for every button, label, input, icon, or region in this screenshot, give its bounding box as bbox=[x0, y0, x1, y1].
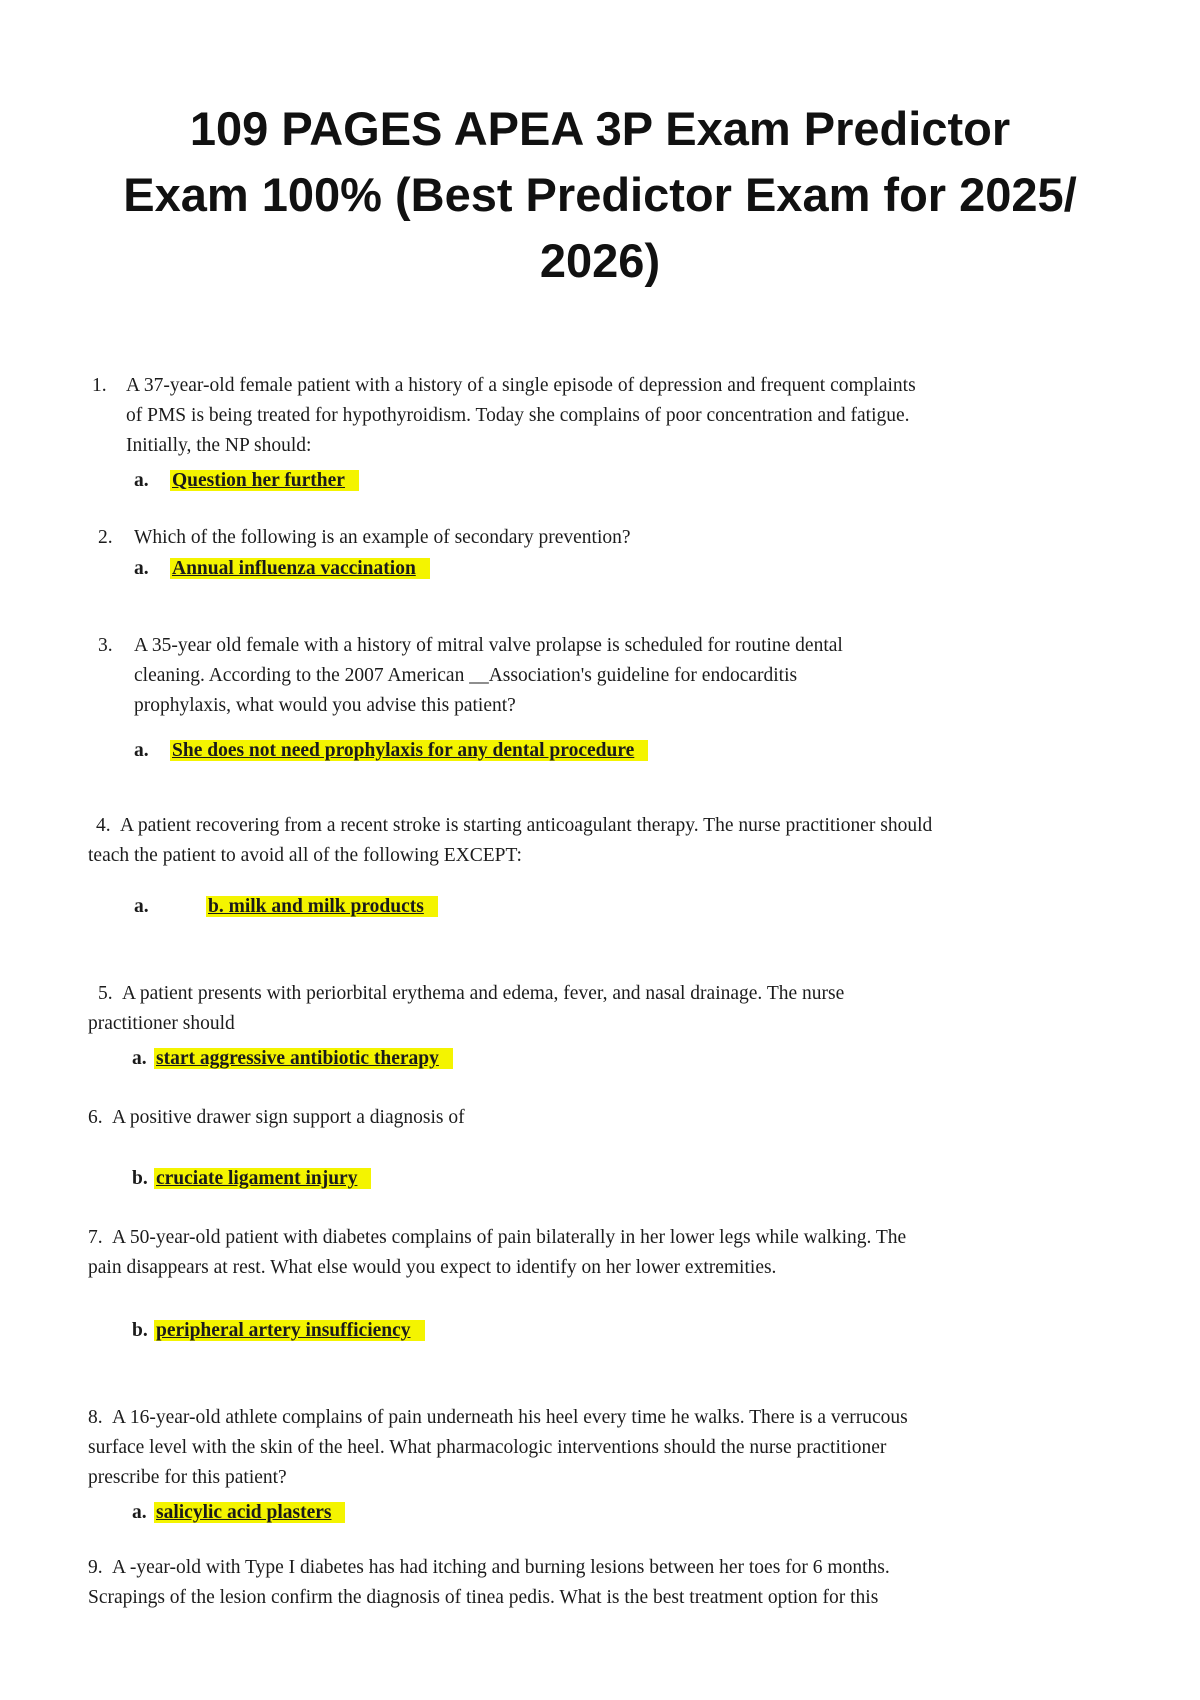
question-line: A 37-year-old female patient with a history of a single episode of depression and frequent complaints bbox=[126, 375, 916, 396]
answer-3 bbox=[134, 737, 648, 765]
question-6 bbox=[88, 1103, 1118, 1133]
question-1-line-2: of PMS is being treated for hypothyroidism. Today she complains of poor concentration and fatigue. bbox=[126, 405, 910, 426]
answer-7 bbox=[132, 1317, 425, 1345]
question-2 bbox=[98, 523, 1098, 553]
question-line: A patient presents with periorbital erythema and edema, fever, and nasal drainage. The nurse bbox=[122, 983, 845, 1004]
highlighted-answer: peripheral artery insufficiency bbox=[154, 1320, 425, 1341]
question-line: A 16-year-old athlete complains of pain underneath his heel every time he walks. There is a verrucous bbox=[112, 1407, 908, 1428]
answer-letter: a. bbox=[134, 558, 149, 579]
question-line: A patient recovering from a recent stroke is starting anticoagulant therapy. The nurse practitioner should bbox=[120, 815, 933, 836]
question-8-line-3: prescribe for this patient? bbox=[88, 1467, 287, 1488]
highlighted-answer: cruciate ligament injury bbox=[154, 1168, 371, 1189]
answer-letter: a. bbox=[134, 896, 149, 917]
highlighted-answer: salicylic acid plasters bbox=[154, 1502, 345, 1523]
question-8 bbox=[88, 1403, 1138, 1433]
question-line: A 50-year-old patient with diabetes complains of pain bilaterally in her lower legs while walking. The bbox=[112, 1227, 907, 1248]
answer-5 bbox=[132, 1045, 453, 1073]
question-number: 2. bbox=[98, 527, 113, 548]
highlighted-answer: Question her further bbox=[170, 470, 359, 491]
highlighted-answer: b. milk and milk products bbox=[206, 896, 438, 917]
answer-letter: a. bbox=[134, 470, 149, 491]
title-line: 2026) bbox=[539, 234, 661, 287]
highlighted-answer: start aggressive antibiotic therapy bbox=[154, 1048, 453, 1069]
answer-letter: a. bbox=[132, 1502, 147, 1523]
question-4-line-2: teach the patient to avoid all of the following EXCEPT: bbox=[88, 845, 522, 866]
question-1-line-3: Initially, the NP should: bbox=[126, 435, 312, 456]
question-line: A -year-old with Type I diabetes has had itching and burning lesions between her toes for 6 months. bbox=[112, 1557, 890, 1578]
answer-letter: b. bbox=[132, 1320, 148, 1341]
question-number: 9. bbox=[88, 1557, 103, 1578]
answer-6 bbox=[132, 1165, 371, 1193]
question-7 bbox=[88, 1223, 1138, 1253]
question-3-line-3: prophylaxis, what would you advise this patient? bbox=[134, 695, 516, 716]
question-1 bbox=[92, 371, 1122, 401]
question-4 bbox=[96, 811, 1136, 841]
question-3 bbox=[98, 631, 1128, 661]
question-line: A positive drawer sign support a diagnosis of bbox=[112, 1107, 465, 1128]
question-9-line-2: Scrapings of the lesion confirm the diagnosis of tinea pedis. What is the best treatment option for this bbox=[88, 1587, 879, 1608]
question-number: 8. bbox=[88, 1407, 103, 1428]
question-line: Which of the following is an example of secondary prevention? bbox=[134, 527, 631, 548]
highlighted-answer: She does not need prophylaxis for any dental procedure bbox=[170, 740, 648, 761]
title-line: Exam 100% (Best Predictor Exam for 2025/ bbox=[123, 168, 1077, 221]
question-5-line-2: practitioner should bbox=[88, 1013, 235, 1034]
highlighted-answer: Annual influenza vaccination bbox=[170, 558, 430, 579]
answer-letter: b. bbox=[132, 1168, 148, 1189]
question-line: A 35-year old female with a history of mitral valve prolapse is scheduled for routine dental bbox=[134, 635, 843, 656]
question-number: 1. bbox=[92, 375, 107, 396]
answer-8 bbox=[132, 1499, 345, 1527]
question-8-line-2: surface level with the skin of the heel. What pharmacologic interventions should the nurse practitioner bbox=[88, 1437, 887, 1458]
answer-1 bbox=[134, 467, 359, 495]
question-7-line-2: pain disappears at rest. What else would you expect to identify on her lower extremities. bbox=[88, 1257, 777, 1278]
answer-letter: a. bbox=[132, 1048, 147, 1069]
question-number: 3. bbox=[98, 635, 113, 656]
title-line: 109 PAGES APEA 3P Exam Predictor bbox=[189, 102, 1011, 155]
question-number: 4. bbox=[96, 815, 111, 836]
page-title bbox=[60, 96, 1140, 294]
question-9 bbox=[88, 1553, 1148, 1583]
question-number: 7. bbox=[88, 1227, 103, 1248]
answer-letter: a. bbox=[134, 740, 149, 761]
answer-4 bbox=[134, 893, 438, 921]
answer-2 bbox=[134, 555, 430, 583]
question-3-line-2: cleaning. According to the 2007 American __Association's guideline for endocarditis bbox=[134, 665, 798, 686]
question-5 bbox=[98, 979, 1128, 1009]
question-number: 5. bbox=[98, 983, 113, 1004]
question-number: 6. bbox=[88, 1107, 103, 1128]
